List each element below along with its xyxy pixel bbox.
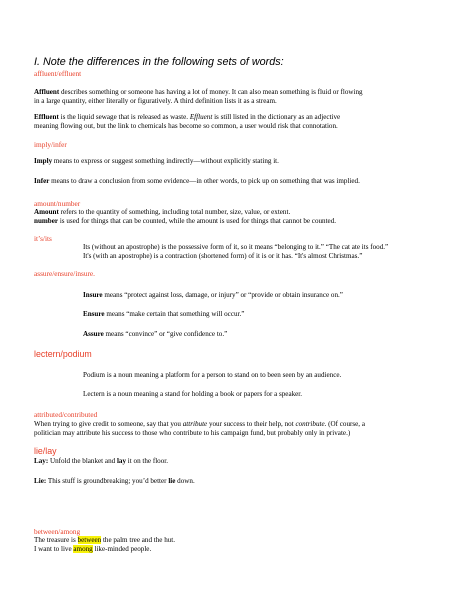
its-contraction-definition: It's (with an apostrophe) is a contraction (shortened form) of it is or it has. “It's almost Christmas.”: [83, 252, 363, 260]
its-definition: Its (without an apostrophe) is the possessive form of it, so it means “belonging to it.” “The cat ate its food.”: [83, 243, 389, 251]
imply-definition: Imply means to express or suggest something indirectly—without explicitly stating it.: [34, 157, 279, 165]
affluent-definition-line-1: Affluent describes something or someone has having a lot of money. It can also mean something is fluid or flowing: [34, 88, 363, 96]
ensure-definition: Ensure means “make certain that something will occur.”: [83, 310, 245, 318]
term-affluent: Affluent: [34, 88, 60, 96]
lectern-definition: Lectern is a noun meaning a stand for holding a book or papers for a speaker.: [83, 390, 303, 398]
highlight-between: between: [77, 536, 102, 544]
section-heading-lie: lie/lay: [34, 446, 57, 456]
insure-definition: Insure means “protect against loss, damage, or injury” or “provide or obtain insurance on.”: [83, 291, 343, 299]
section-heading-attributed: attributed/contributed: [34, 410, 98, 419]
section-heading-assure: assure/ensure/insure.: [34, 269, 95, 278]
podium-definition: Podium is a noun meaning a platform for a person to stand on to been seen by an audience.: [83, 371, 342, 379]
section-heading-imply: imply/infer: [34, 140, 67, 149]
number-definition: number is used for things that can be counted, while the amount is used for things that cannot be counted.: [34, 217, 337, 225]
highlight-among: among: [73, 545, 93, 553]
section-heading-affluent: affluent/effluent: [34, 69, 82, 78]
term-effluent: Effluent: [34, 113, 59, 121]
attributed-line-1: When trying to give credit to someone, say that you attribute your success to their help, not contribute. (Of course, a: [34, 420, 365, 428]
term-amount: Amount: [34, 208, 59, 216]
section-heading-lectern: lectern/podium: [34, 349, 92, 359]
section-heading-between: between/among: [34, 527, 81, 536]
affluent-definition-line-2: in a large quantity, either literally or figuratively. A third definition lists it as a stream.: [34, 97, 277, 105]
page-title: I. Note the differences in the following sets of words:: [34, 56, 284, 68]
term-imply: Imply: [34, 157, 53, 165]
section-heading-amount: amount/number: [34, 199, 81, 208]
among-example: I want to live among like-minded people.: [34, 545, 152, 553]
attributed-line-2: politician may attribute his success to those who contribute to his campaign fund, but probably only in private.): [34, 429, 351, 437]
effluent-definition-line-2: meaning flowing out, but the link to chemicals has become so common, a user would risk that connotation.: [34, 122, 338, 130]
infer-definition: Infer means to draw a conclusion from some evidence—in other words, to pick up on something that was implied.: [34, 177, 360, 185]
lie-example: Lie: This stuff is groundbreaking; you’d better lie down.: [34, 477, 195, 485]
effluent-definition-line-1: Effluent is the liquid sewage that is released as waste. Effluent is still listed in the dictionary as an adjective: [34, 113, 341, 121]
term-insure: Insure: [83, 291, 103, 299]
term-ensure: Ensure: [83, 310, 105, 318]
term-lie: Lie:: [34, 477, 47, 485]
term-infer: Infer: [34, 177, 50, 185]
term-assure: Assure: [83, 330, 104, 338]
term-number: number: [34, 217, 59, 225]
term-lay: Lay:: [34, 457, 49, 465]
assure-definition: Assure means “convince” or “give confidence to.”: [83, 330, 228, 338]
lay-example: Lay: Unfold the blanket and lay it on the floor.: [34, 457, 168, 465]
section-heading-its: it’s/its: [34, 234, 52, 243]
amount-definition: Amount refers to the quantity of something, including total number, size, value, or extent.: [34, 208, 291, 216]
between-example: The treasure is between the palm tree and the hut.: [34, 536, 176, 544]
